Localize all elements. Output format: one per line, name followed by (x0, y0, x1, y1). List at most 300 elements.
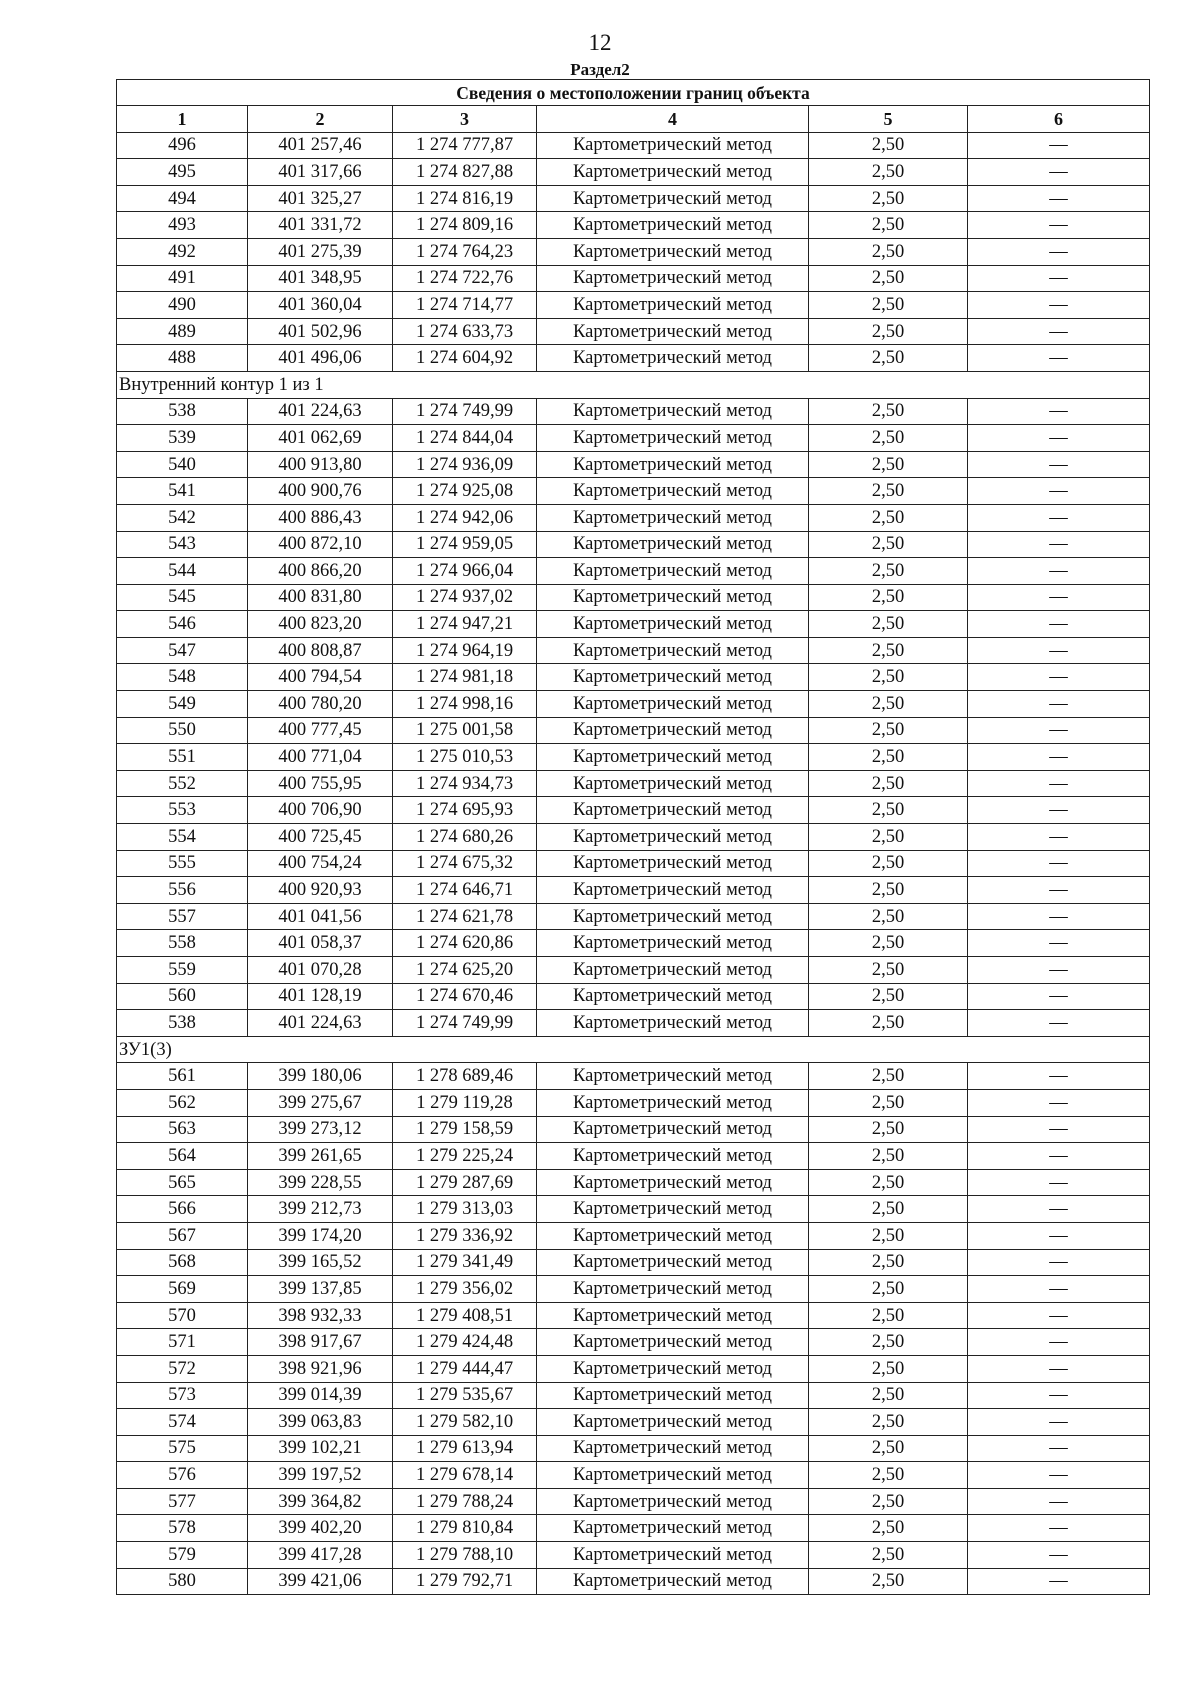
table-row (117, 451, 1150, 478)
table-row (117, 531, 1150, 558)
method-cell: Картометрический метод (537, 1143, 809, 1170)
table-row (117, 637, 1150, 664)
point-number-cell: 545 (117, 584, 248, 611)
method-cell: Картометрический метод (537, 691, 809, 718)
description-cell: — (968, 504, 1150, 531)
y-coordinate-cell: 1 274 964,19 (393, 637, 537, 664)
x-coordinate-cell: 401 224,63 (248, 398, 393, 425)
table-row (117, 318, 1150, 345)
table-row (117, 1010, 1150, 1037)
description-cell: — (968, 1089, 1150, 1116)
point-number-cell: 550 (117, 717, 248, 744)
table-row (117, 744, 1150, 771)
y-coordinate-cell: 1 278 689,46 (393, 1063, 537, 1090)
description-cell: — (968, 1276, 1150, 1303)
x-coordinate-cell: 399 261,65 (248, 1143, 393, 1170)
x-coordinate-cell: 399 417,28 (248, 1542, 393, 1569)
description-cell: — (968, 1488, 1150, 1515)
accuracy-cell: 2,50 (809, 983, 968, 1010)
y-coordinate-cell: 1 279 341,49 (393, 1249, 537, 1276)
table-row (117, 1222, 1150, 1249)
y-coordinate-cell: 1 274 764,23 (393, 238, 537, 265)
method-cell: Картометрический метод (537, 1010, 809, 1037)
point-number-cell: 489 (117, 318, 248, 345)
accuracy-cell: 2,50 (809, 1010, 968, 1037)
description-cell: — (968, 1382, 1150, 1409)
description-cell: — (968, 558, 1150, 585)
table-row (117, 1302, 1150, 1329)
table-caption-row (117, 80, 1150, 106)
accuracy-cell: 2,50 (809, 558, 968, 585)
accuracy-cell: 2,50 (809, 770, 968, 797)
x-coordinate-cell: 401 275,39 (248, 238, 393, 265)
table-row (117, 1542, 1150, 1569)
description-cell: — (968, 345, 1150, 372)
column-number: 5 (809, 106, 968, 133)
accuracy-cell: 2,50 (809, 691, 968, 718)
description-cell: — (968, 1143, 1150, 1170)
method-cell: Картометрический метод (537, 930, 809, 957)
x-coordinate-cell: 400 754,24 (248, 850, 393, 877)
y-coordinate-cell: 1 274 816,19 (393, 185, 537, 212)
method-cell: Картометрический метод (537, 398, 809, 425)
x-coordinate-cell: 401 041,56 (248, 903, 393, 930)
description-cell: — (968, 1063, 1150, 1090)
description-cell: — (968, 1222, 1150, 1249)
x-coordinate-cell: 400 920,93 (248, 877, 393, 904)
table-row (117, 132, 1150, 159)
method-cell: Картометрический метод (537, 1302, 809, 1329)
column-number: 3 (393, 106, 537, 133)
point-number-cell: 554 (117, 824, 248, 851)
x-coordinate-cell: 399 174,20 (248, 1222, 393, 1249)
y-coordinate-cell: 1 274 998,16 (393, 691, 537, 718)
method-cell: Картометрический метод (537, 318, 809, 345)
accuracy-cell: 2,50 (809, 824, 968, 851)
x-coordinate-cell: 401 317,66 (248, 159, 393, 186)
description-cell: — (968, 797, 1150, 824)
y-coordinate-cell: 1 279 810,84 (393, 1515, 537, 1542)
point-number-cell: 562 (117, 1089, 248, 1116)
point-number-cell: 563 (117, 1116, 248, 1143)
accuracy-cell: 2,50 (809, 1435, 968, 1462)
accuracy-cell: 2,50 (809, 637, 968, 664)
y-coordinate-cell: 1 274 633,73 (393, 318, 537, 345)
method-cell: Картометрический метод (537, 292, 809, 319)
y-coordinate-cell: 1 274 714,77 (393, 292, 537, 319)
description-cell: — (968, 451, 1150, 478)
method-cell: Картометрический метод (537, 1515, 809, 1542)
method-cell: Картометрический метод (537, 1196, 809, 1223)
point-number-cell: 549 (117, 691, 248, 718)
point-number-cell: 576 (117, 1462, 248, 1489)
point-number-cell: 544 (117, 558, 248, 585)
method-cell: Картометрический метод (537, 238, 809, 265)
table-row (117, 1355, 1150, 1382)
point-number-cell: 539 (117, 425, 248, 452)
x-coordinate-cell: 401 128,19 (248, 983, 393, 1010)
point-number-cell: 555 (117, 850, 248, 877)
method-cell: Картометрический метод (537, 1568, 809, 1595)
column-number: 1 (117, 106, 248, 133)
table-row (117, 185, 1150, 212)
point-number-cell: 553 (117, 797, 248, 824)
x-coordinate-cell: 400 725,45 (248, 824, 393, 851)
method-cell: Картометрический метод (537, 1329, 809, 1356)
method-cell: Картометрический метод (537, 1462, 809, 1489)
description-cell: — (968, 1116, 1150, 1143)
table-row (117, 398, 1150, 425)
description-cell: — (968, 132, 1150, 159)
method-cell: Картометрический метод (537, 770, 809, 797)
method-cell: Картометрический метод (537, 664, 809, 691)
accuracy-cell: 2,50 (809, 850, 968, 877)
accuracy-cell: 2,50 (809, 1488, 968, 1515)
column-number: 6 (968, 106, 1150, 133)
method-cell: Картометрический метод (537, 717, 809, 744)
y-coordinate-cell: 1 279 158,59 (393, 1116, 537, 1143)
x-coordinate-cell: 400 900,76 (248, 478, 393, 505)
accuracy-cell: 2,50 (809, 1143, 968, 1170)
y-coordinate-cell: 1 274 966,04 (393, 558, 537, 585)
y-coordinate-cell: 1 279 535,67 (393, 1382, 537, 1409)
point-number-cell: 571 (117, 1329, 248, 1356)
table-row (117, 1196, 1150, 1223)
description-cell: — (968, 770, 1150, 797)
accuracy-cell: 2,50 (809, 877, 968, 904)
description-cell: — (968, 1355, 1150, 1382)
point-number-cell: 552 (117, 770, 248, 797)
method-cell: Картометрический метод (537, 824, 809, 851)
accuracy-cell: 2,50 (809, 132, 968, 159)
point-number-cell: 561 (117, 1063, 248, 1090)
x-coordinate-cell: 398 932,33 (248, 1302, 393, 1329)
method-cell: Картометрический метод (537, 451, 809, 478)
table-row (117, 1249, 1150, 1276)
description-cell: — (968, 1462, 1150, 1489)
y-coordinate-cell: 1 274 936,09 (393, 451, 537, 478)
y-coordinate-cell: 1 279 444,47 (393, 1355, 537, 1382)
point-number-cell: 541 (117, 478, 248, 505)
table-row (117, 611, 1150, 638)
method-cell: Картометрический метод (537, 558, 809, 585)
point-number-cell: 542 (117, 504, 248, 531)
method-cell: Картометрический метод (537, 1169, 809, 1196)
point-number-cell: 574 (117, 1409, 248, 1436)
y-coordinate-cell: 1 274 625,20 (393, 957, 537, 984)
point-number-cell: 547 (117, 637, 248, 664)
table-row (117, 1382, 1150, 1409)
x-coordinate-cell: 400 706,90 (248, 797, 393, 824)
method-cell: Картометрический метод (537, 983, 809, 1010)
accuracy-cell: 2,50 (809, 478, 968, 505)
y-coordinate-cell: 1 274 925,08 (393, 478, 537, 505)
description-cell: — (968, 903, 1150, 930)
accuracy-cell: 2,50 (809, 797, 968, 824)
accuracy-cell: 2,50 (809, 1063, 968, 1090)
description-cell: — (968, 398, 1150, 425)
table-row (117, 797, 1150, 824)
accuracy-cell: 2,50 (809, 584, 968, 611)
description-cell: — (968, 637, 1150, 664)
x-coordinate-cell: 401 062,69 (248, 425, 393, 452)
description-cell: — (968, 1542, 1150, 1569)
y-coordinate-cell: 1 274 620,86 (393, 930, 537, 957)
y-coordinate-cell: 1 274 604,92 (393, 345, 537, 372)
y-coordinate-cell: 1 275 010,53 (393, 744, 537, 771)
table-row (117, 1089, 1150, 1116)
description-cell: — (968, 1409, 1150, 1436)
method-cell: Картометрический метод (537, 185, 809, 212)
y-coordinate-cell: 1 274 621,78 (393, 903, 537, 930)
x-coordinate-cell: 399 228,55 (248, 1169, 393, 1196)
point-number-cell: 494 (117, 185, 248, 212)
y-coordinate-cell: 1 279 119,28 (393, 1089, 537, 1116)
x-coordinate-cell: 399 014,39 (248, 1382, 393, 1409)
point-number-cell: 496 (117, 132, 248, 159)
description-cell: — (968, 1169, 1150, 1196)
accuracy-cell: 2,50 (809, 957, 968, 984)
method-cell: Картометрический метод (537, 345, 809, 372)
method-cell: Картометрический метод (537, 1409, 809, 1436)
accuracy-cell: 2,50 (809, 212, 968, 239)
x-coordinate-cell: 401 058,37 (248, 930, 393, 957)
accuracy-cell: 2,50 (809, 1542, 968, 1569)
x-coordinate-cell: 401 502,96 (248, 318, 393, 345)
accuracy-cell: 2,50 (809, 345, 968, 372)
table-row (117, 877, 1150, 904)
y-coordinate-cell: 1 274 646,71 (393, 877, 537, 904)
accuracy-cell: 2,50 (809, 1276, 968, 1303)
method-cell: Картометрический метод (537, 504, 809, 531)
method-cell: Картометрический метод (537, 1542, 809, 1569)
description-cell: — (968, 425, 1150, 452)
method-cell: Картометрический метод (537, 132, 809, 159)
accuracy-cell: 2,50 (809, 1462, 968, 1489)
description-cell: — (968, 850, 1150, 877)
y-coordinate-cell: 1 279 225,24 (393, 1143, 537, 1170)
table-row (117, 1515, 1150, 1542)
page-number: 12 (588, 30, 612, 55)
point-number-cell: 565 (117, 1169, 248, 1196)
y-coordinate-cell: 1 274 680,26 (393, 824, 537, 851)
accuracy-cell: 2,50 (809, 238, 968, 265)
description-cell: — (968, 185, 1150, 212)
accuracy-cell: 2,50 (809, 717, 968, 744)
method-cell: Картометрический метод (537, 1276, 809, 1303)
accuracy-cell: 2,50 (809, 318, 968, 345)
accuracy-cell: 2,50 (809, 1568, 968, 1595)
accuracy-cell: 2,50 (809, 611, 968, 638)
x-coordinate-cell: 400 866,20 (248, 558, 393, 585)
description-cell: — (968, 1329, 1150, 1356)
accuracy-cell: 2,50 (809, 1409, 968, 1436)
description-cell: — (968, 584, 1150, 611)
point-number-cell: 580 (117, 1568, 248, 1595)
table-row (117, 558, 1150, 585)
x-coordinate-cell: 399 063,83 (248, 1409, 393, 1436)
accuracy-cell: 2,50 (809, 1169, 968, 1196)
section-title: Раздел2 (570, 60, 630, 79)
group-label: Внутренний контур 1 из 1 (117, 371, 1150, 398)
x-coordinate-cell: 401 331,72 (248, 212, 393, 239)
group-label-row (117, 371, 1150, 398)
table-row (117, 1063, 1150, 1090)
description-cell: — (968, 1249, 1150, 1276)
description-cell: — (968, 930, 1150, 957)
x-coordinate-cell: 398 917,67 (248, 1329, 393, 1356)
point-number-cell: 569 (117, 1276, 248, 1303)
x-coordinate-cell: 399 212,73 (248, 1196, 393, 1223)
description-cell: — (968, 159, 1150, 186)
x-coordinate-cell: 401 325,27 (248, 185, 393, 212)
x-coordinate-cell: 400 913,80 (248, 451, 393, 478)
x-coordinate-cell: 400 794,54 (248, 664, 393, 691)
x-coordinate-cell: 401 257,46 (248, 132, 393, 159)
x-coordinate-cell: 399 402,20 (248, 1515, 393, 1542)
method-cell: Картометрический метод (537, 1063, 809, 1090)
point-number-cell: 488 (117, 345, 248, 372)
table-row (117, 850, 1150, 877)
accuracy-cell: 2,50 (809, 1116, 968, 1143)
point-number-cell: 575 (117, 1435, 248, 1462)
y-coordinate-cell: 1 275 001,58 (393, 717, 537, 744)
method-cell: Картометрический метод (537, 265, 809, 292)
table-row (117, 1462, 1150, 1489)
description-cell: — (968, 1010, 1150, 1037)
x-coordinate-cell: 400 886,43 (248, 504, 393, 531)
accuracy-cell: 2,50 (809, 159, 968, 186)
table-row (117, 1169, 1150, 1196)
accuracy-cell: 2,50 (809, 930, 968, 957)
point-number-cell: 556 (117, 877, 248, 904)
point-number-cell: 560 (117, 983, 248, 1010)
y-coordinate-cell: 1 274 675,32 (393, 850, 537, 877)
table-row (117, 212, 1150, 239)
table-row (117, 159, 1150, 186)
x-coordinate-cell: 400 872,10 (248, 531, 393, 558)
table-row (117, 1143, 1150, 1170)
description-cell: — (968, 1435, 1150, 1462)
table-row (117, 691, 1150, 718)
y-coordinate-cell: 1 274 722,76 (393, 265, 537, 292)
description-cell: — (968, 664, 1150, 691)
y-coordinate-cell: 1 279 287,69 (393, 1169, 537, 1196)
y-coordinate-cell: 1 274 959,05 (393, 531, 537, 558)
accuracy-cell: 2,50 (809, 531, 968, 558)
accuracy-cell: 2,50 (809, 425, 968, 452)
description-cell: — (968, 1196, 1150, 1223)
description-cell: — (968, 957, 1150, 984)
point-number-cell: 538 (117, 398, 248, 425)
point-number-cell: 540 (117, 451, 248, 478)
table-row (117, 983, 1150, 1010)
y-coordinate-cell: 1 274 981,18 (393, 664, 537, 691)
point-number-cell: 578 (117, 1515, 248, 1542)
y-coordinate-cell: 1 279 788,24 (393, 1488, 537, 1515)
y-coordinate-cell: 1 274 827,88 (393, 159, 537, 186)
description-cell: — (968, 478, 1150, 505)
method-cell: Картометрический метод (537, 1435, 809, 1462)
accuracy-cell: 2,50 (809, 903, 968, 930)
group-label-row (117, 1036, 1150, 1063)
point-number-cell: 490 (117, 292, 248, 319)
y-coordinate-cell: 1 279 792,71 (393, 1568, 537, 1595)
y-coordinate-cell: 1 274 695,93 (393, 797, 537, 824)
accuracy-cell: 2,50 (809, 1515, 968, 1542)
table-row (117, 1488, 1150, 1515)
method-cell: Картометрический метод (537, 425, 809, 452)
point-number-cell: 572 (117, 1355, 248, 1382)
point-number-cell: 546 (117, 611, 248, 638)
description-cell: — (968, 691, 1150, 718)
x-coordinate-cell: 399 102,21 (248, 1435, 393, 1462)
method-cell: Картометрический метод (537, 957, 809, 984)
x-coordinate-cell: 399 364,82 (248, 1488, 393, 1515)
accuracy-cell: 2,50 (809, 504, 968, 531)
x-coordinate-cell: 401 496,06 (248, 345, 393, 372)
point-number-cell: 551 (117, 744, 248, 771)
table-row (117, 425, 1150, 452)
description-cell: — (968, 531, 1150, 558)
table-row (117, 238, 1150, 265)
table-row (117, 664, 1150, 691)
y-coordinate-cell: 1 274 942,06 (393, 504, 537, 531)
point-number-cell: 559 (117, 957, 248, 984)
x-coordinate-cell: 399 273,12 (248, 1116, 393, 1143)
method-cell: Картометрический метод (537, 1089, 809, 1116)
x-coordinate-cell: 400 777,45 (248, 717, 393, 744)
table-row (117, 345, 1150, 372)
y-coordinate-cell: 1 274 934,73 (393, 770, 537, 797)
x-coordinate-cell: 400 780,20 (248, 691, 393, 718)
accuracy-cell: 2,50 (809, 1089, 968, 1116)
y-coordinate-cell: 1 279 678,14 (393, 1462, 537, 1489)
method-cell: Картометрический метод (537, 637, 809, 664)
point-number-cell: 570 (117, 1302, 248, 1329)
point-number-cell: 568 (117, 1249, 248, 1276)
y-coordinate-cell: 1 279 788,10 (393, 1542, 537, 1569)
table-row (117, 1329, 1150, 1356)
x-coordinate-cell: 401 348,95 (248, 265, 393, 292)
method-cell: Картометрический метод (537, 478, 809, 505)
point-number-cell: 579 (117, 1542, 248, 1569)
y-coordinate-cell: 1 274 670,46 (393, 983, 537, 1010)
y-coordinate-cell: 1 279 408,51 (393, 1302, 537, 1329)
description-cell: — (968, 1515, 1150, 1542)
description-cell: — (968, 1302, 1150, 1329)
accuracy-cell: 2,50 (809, 1196, 968, 1223)
x-coordinate-cell: 401 070,28 (248, 957, 393, 984)
y-coordinate-cell: 1 274 777,87 (393, 132, 537, 159)
point-number-cell: 493 (117, 212, 248, 239)
table-body (117, 132, 1150, 1595)
description-cell: — (968, 744, 1150, 771)
point-number-cell: 495 (117, 159, 248, 186)
y-coordinate-cell: 1 274 749,99 (393, 398, 537, 425)
x-coordinate-cell: 399 137,85 (248, 1276, 393, 1303)
x-coordinate-cell: 399 180,06 (248, 1063, 393, 1090)
column-number: 2 (248, 106, 393, 133)
accuracy-cell: 2,50 (809, 664, 968, 691)
table-row (117, 478, 1150, 505)
accuracy-cell: 2,50 (809, 1329, 968, 1356)
accuracy-cell: 2,50 (809, 1249, 968, 1276)
table-row (117, 1409, 1150, 1436)
method-cell: Картометрический метод (537, 903, 809, 930)
method-cell: Картометрический метод (537, 212, 809, 239)
x-coordinate-cell: 400 808,87 (248, 637, 393, 664)
